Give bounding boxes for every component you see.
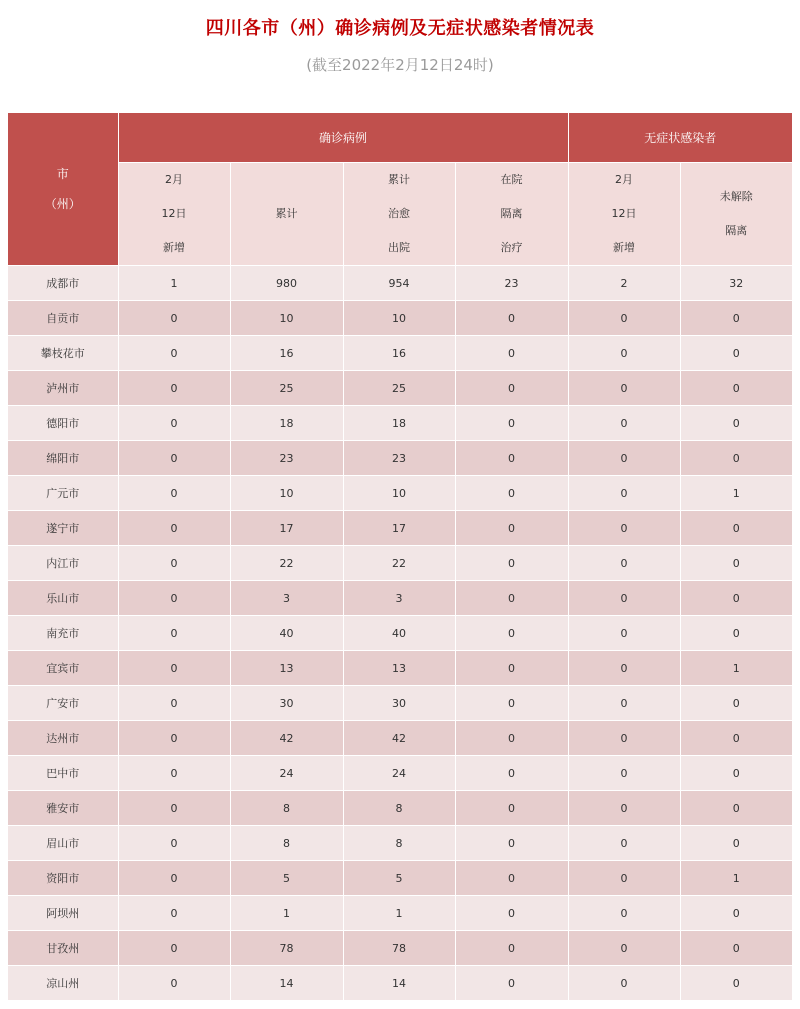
cumulative-cell: 8 xyxy=(230,826,343,861)
hospitalized-cell: 0 xyxy=(455,406,568,441)
hospitalized-cell: 0 xyxy=(455,511,568,546)
cumulative-cell: 10 xyxy=(230,301,343,336)
table-row xyxy=(8,266,792,301)
not-released-cell: 1 xyxy=(680,651,792,686)
header-cumulative: 累计 xyxy=(230,163,343,266)
cumulative-cell: 78 xyxy=(230,931,343,966)
cured-cell: 22 xyxy=(343,546,455,581)
cured-cell: 18 xyxy=(343,406,455,441)
new-confirmed-cell: 0 xyxy=(118,301,230,336)
city-cell: 泸州市 xyxy=(8,371,118,406)
cured-cell: 14 xyxy=(343,966,455,1001)
page-subtitle: (截至2022年2月12日24时) xyxy=(306,56,494,74)
not-released-cell: 0 xyxy=(680,931,792,966)
cumulative-cell: 16 xyxy=(230,336,343,371)
hospitalized-cell: 0 xyxy=(455,336,568,371)
city-cell: 甘孜州 xyxy=(8,931,118,966)
not-released-cell: 0 xyxy=(680,546,792,581)
new-confirmed-cell: 0 xyxy=(118,371,230,406)
not-released-cell: 0 xyxy=(680,896,792,931)
new-confirmed-cell: 0 xyxy=(118,896,230,931)
new-asymptomatic-cell: 0 xyxy=(568,756,680,791)
header-city: 市 （州） xyxy=(8,113,118,266)
new-confirmed-cell: 0 xyxy=(118,476,230,511)
cumulative-cell: 3 xyxy=(230,581,343,616)
cumulative-cell: 980 xyxy=(230,266,343,301)
header-hospitalized: 在院 隔离 治疗 xyxy=(455,163,568,266)
new-asymptomatic-cell: 0 xyxy=(568,686,680,721)
city-cell: 宜宾市 xyxy=(8,651,118,686)
cumulative-cell: 22 xyxy=(230,546,343,581)
not-released-cell: 1 xyxy=(680,476,792,511)
table-row xyxy=(8,826,792,861)
new-confirmed-cell: 0 xyxy=(118,756,230,791)
cured-cell: 10 xyxy=(343,476,455,511)
not-released-cell: 0 xyxy=(680,966,792,1001)
table-row xyxy=(8,581,792,616)
city-cell: 南充市 xyxy=(8,616,118,651)
new-asymptomatic-cell: 0 xyxy=(568,301,680,336)
new-asymptomatic-cell: 0 xyxy=(568,441,680,476)
city-cell: 自贡市 xyxy=(8,301,118,336)
hospitalized-cell: 0 xyxy=(455,371,568,406)
hospitalized-cell: 0 xyxy=(455,756,568,791)
new-asymptomatic-cell: 0 xyxy=(568,721,680,756)
table-row xyxy=(8,476,792,511)
table-row xyxy=(8,301,792,336)
hospitalized-cell: 0 xyxy=(455,826,568,861)
new-confirmed-cell: 0 xyxy=(118,546,230,581)
new-asymptomatic-cell: 0 xyxy=(568,546,680,581)
table-row xyxy=(8,336,792,371)
city-cell: 雅安市 xyxy=(8,791,118,826)
cumulative-cell: 13 xyxy=(230,651,343,686)
not-released-cell: 0 xyxy=(680,581,792,616)
cured-cell: 954 xyxy=(343,266,455,301)
new-confirmed-cell: 0 xyxy=(118,336,230,371)
cumulative-cell: 1 xyxy=(230,896,343,931)
new-confirmed-cell: 0 xyxy=(118,406,230,441)
page-title: 四川各市（州）确诊病例及无症状感染者情况表 xyxy=(205,18,595,39)
cured-cell: 5 xyxy=(343,861,455,896)
city-cell: 达州市 xyxy=(8,721,118,756)
new-confirmed-cell: 0 xyxy=(118,581,230,616)
city-cell: 广安市 xyxy=(8,686,118,721)
new-confirmed-cell: 0 xyxy=(118,616,230,651)
hospitalized-cell: 0 xyxy=(455,581,568,616)
new-confirmed-cell: 1 xyxy=(118,266,230,301)
cured-cell: 30 xyxy=(343,686,455,721)
city-cell: 巴中市 xyxy=(8,756,118,791)
cured-cell: 25 xyxy=(343,371,455,406)
cumulative-cell: 18 xyxy=(230,406,343,441)
cured-cell: 8 xyxy=(343,826,455,861)
new-confirmed-cell: 0 xyxy=(118,721,230,756)
header-confirmed-group: 确诊病例 xyxy=(118,113,568,163)
table-row xyxy=(8,441,792,476)
cured-cell: 10 xyxy=(343,301,455,336)
not-released-cell: 0 xyxy=(680,721,792,756)
new-confirmed-cell: 0 xyxy=(118,861,230,896)
city-cell: 成都市 xyxy=(8,266,118,301)
new-asymptomatic-cell: 0 xyxy=(568,931,680,966)
cumulative-cell: 30 xyxy=(230,686,343,721)
new-confirmed-cell: 0 xyxy=(118,651,230,686)
table-row xyxy=(8,896,792,931)
cumulative-cell: 42 xyxy=(230,721,343,756)
not-released-cell: 0 xyxy=(680,756,792,791)
hospitalized-cell: 0 xyxy=(455,441,568,476)
city-cell: 乐山市 xyxy=(8,581,118,616)
cured-cell: 3 xyxy=(343,581,455,616)
hospitalized-cell: 0 xyxy=(455,791,568,826)
cured-cell: 23 xyxy=(343,441,455,476)
cumulative-cell: 14 xyxy=(230,966,343,1001)
hospitalized-cell: 0 xyxy=(455,721,568,756)
hospitalized-cell: 0 xyxy=(455,931,568,966)
city-cell: 眉山市 xyxy=(8,826,118,861)
not-released-cell: 0 xyxy=(680,826,792,861)
new-confirmed-cell: 0 xyxy=(118,826,230,861)
city-cell: 广元市 xyxy=(8,476,118,511)
cured-cell: 17 xyxy=(343,511,455,546)
new-confirmed-cell: 0 xyxy=(118,686,230,721)
new-confirmed-cell: 0 xyxy=(118,931,230,966)
new-confirmed-cell: 0 xyxy=(118,441,230,476)
table-row xyxy=(8,686,792,721)
not-released-cell: 0 xyxy=(680,301,792,336)
hospitalized-cell: 0 xyxy=(455,301,568,336)
cured-cell: 40 xyxy=(343,616,455,651)
table-body xyxy=(8,266,792,1001)
hospitalized-cell: 0 xyxy=(455,861,568,896)
cumulative-cell: 40 xyxy=(230,616,343,651)
header-not-released: 未解除 隔离 xyxy=(680,163,792,266)
cured-cell: 24 xyxy=(343,756,455,791)
table-row xyxy=(8,651,792,686)
cured-cell: 8 xyxy=(343,791,455,826)
header-asymptomatic-group: 无症状感染者 xyxy=(568,113,792,163)
new-asymptomatic-cell: 0 xyxy=(568,581,680,616)
table-row xyxy=(8,371,792,406)
new-asymptomatic-cell: 0 xyxy=(568,896,680,931)
not-released-cell: 0 xyxy=(680,406,792,441)
hospitalized-cell: 0 xyxy=(455,651,568,686)
not-released-cell: 0 xyxy=(680,441,792,476)
not-released-cell: 0 xyxy=(680,686,792,721)
city-cell: 绵阳市 xyxy=(8,441,118,476)
city-cell: 资阳市 xyxy=(8,861,118,896)
cured-cell: 13 xyxy=(343,651,455,686)
table-row xyxy=(8,511,792,546)
cumulative-cell: 23 xyxy=(230,441,343,476)
cumulative-cell: 25 xyxy=(230,371,343,406)
city-cell: 攀枝花市 xyxy=(8,336,118,371)
cured-cell: 42 xyxy=(343,721,455,756)
hospitalized-cell: 23 xyxy=(455,266,568,301)
hospitalized-cell: 0 xyxy=(455,686,568,721)
city-cell: 内江市 xyxy=(8,546,118,581)
new-asymptomatic-cell: 0 xyxy=(568,616,680,651)
table-row xyxy=(8,966,792,1001)
hospitalized-cell: 0 xyxy=(455,616,568,651)
new-asymptomatic-cell: 0 xyxy=(568,511,680,546)
new-asymptomatic-cell: 0 xyxy=(568,861,680,896)
city-cell: 遂宁市 xyxy=(8,511,118,546)
hospitalized-cell: 0 xyxy=(455,896,568,931)
table-row xyxy=(8,721,792,756)
stats-table xyxy=(8,113,792,1001)
hospitalized-cell: 0 xyxy=(455,966,568,1001)
new-asymptomatic-cell: 0 xyxy=(568,371,680,406)
new-asymptomatic-cell: 0 xyxy=(568,406,680,441)
cured-cell: 16 xyxy=(343,336,455,371)
not-released-cell: 0 xyxy=(680,511,792,546)
header-cured: 累计 治愈 出院 xyxy=(343,163,455,266)
new-asymptomatic-cell: 0 xyxy=(568,791,680,826)
table-row xyxy=(8,861,792,896)
not-released-cell: 0 xyxy=(680,616,792,651)
new-asymptomatic-cell: 0 xyxy=(568,476,680,511)
hospitalized-cell: 0 xyxy=(455,546,568,581)
new-asymptomatic-cell: 0 xyxy=(568,966,680,1001)
table-row xyxy=(8,546,792,581)
new-confirmed-cell: 0 xyxy=(118,791,230,826)
not-released-cell: 0 xyxy=(680,371,792,406)
not-released-cell: 1 xyxy=(680,861,792,896)
table-row xyxy=(8,616,792,651)
table-row xyxy=(8,791,792,826)
not-released-cell: 32 xyxy=(680,266,792,301)
table-row xyxy=(8,406,792,441)
new-asymptomatic-cell: 2 xyxy=(568,266,680,301)
table-row xyxy=(8,756,792,791)
city-cell: 阿坝州 xyxy=(8,896,118,931)
cured-cell: 1 xyxy=(343,896,455,931)
cured-cell: 78 xyxy=(343,931,455,966)
city-cell: 凉山州 xyxy=(8,966,118,1001)
new-asymptomatic-cell: 0 xyxy=(568,336,680,371)
hospitalized-cell: 0 xyxy=(455,476,568,511)
cumulative-cell: 10 xyxy=(230,476,343,511)
new-asymptomatic-cell: 0 xyxy=(568,826,680,861)
new-confirmed-cell: 0 xyxy=(118,511,230,546)
cumulative-cell: 5 xyxy=(230,861,343,896)
not-released-cell: 0 xyxy=(680,336,792,371)
cumulative-cell: 24 xyxy=(230,756,343,791)
header-new-asymptomatic: 2月 12日 新增 xyxy=(568,163,680,266)
cumulative-cell: 8 xyxy=(230,791,343,826)
new-confirmed-cell: 0 xyxy=(118,966,230,1001)
header-new-confirmed: 2月 12日 新增 xyxy=(118,163,230,266)
not-released-cell: 0 xyxy=(680,791,792,826)
cumulative-cell: 17 xyxy=(230,511,343,546)
new-asymptomatic-cell: 0 xyxy=(568,651,680,686)
city-cell: 德阳市 xyxy=(8,406,118,441)
table-row xyxy=(8,931,792,966)
